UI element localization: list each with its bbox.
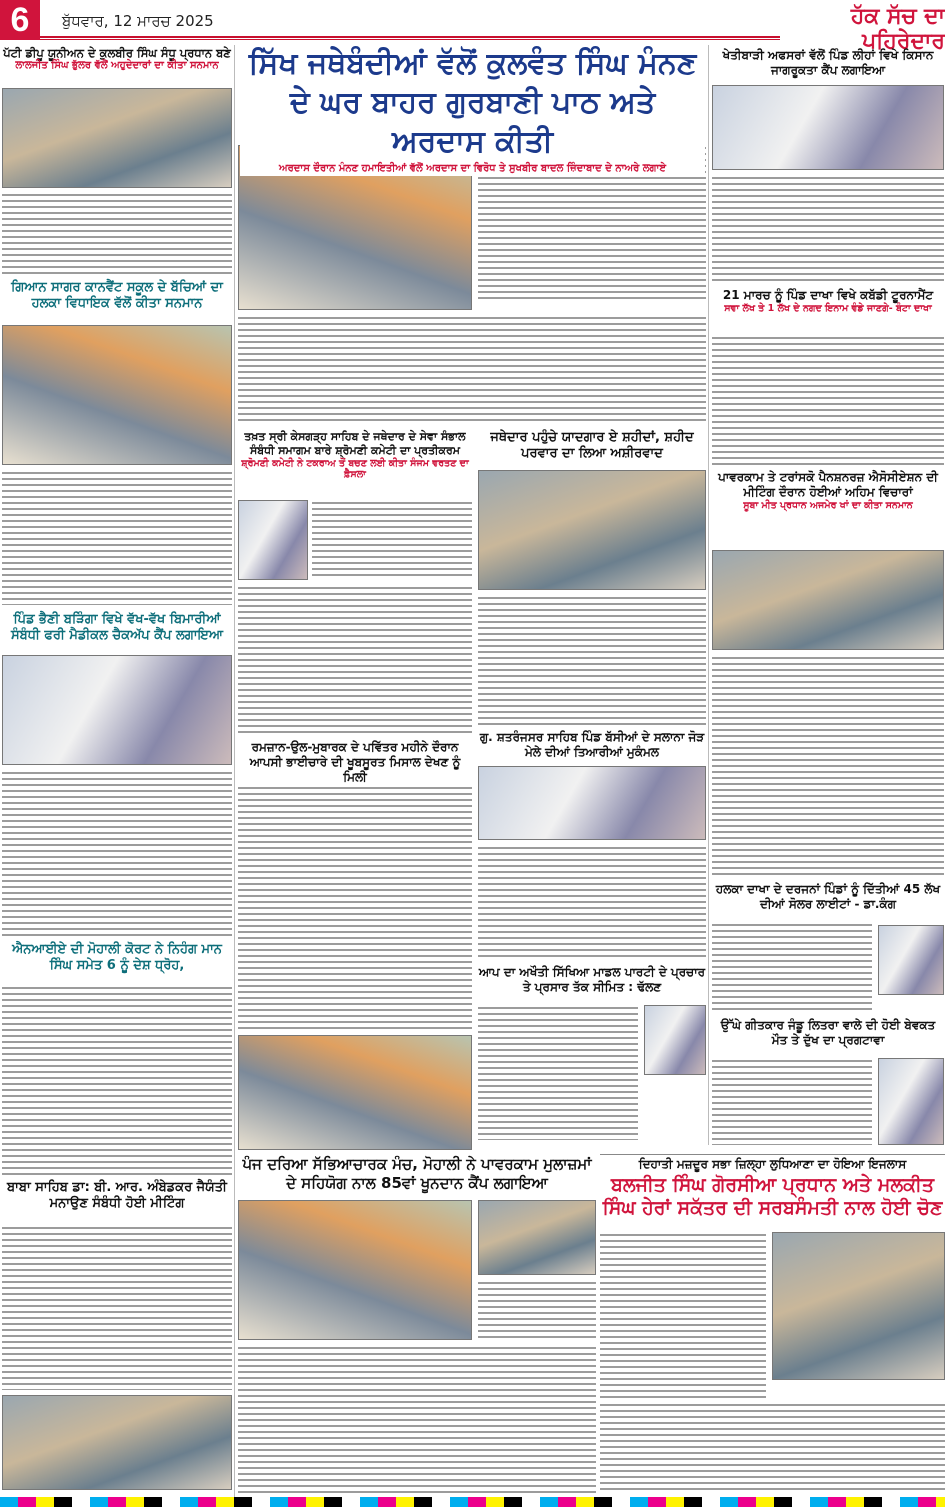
headline: 21 ਮਾਰਚ ਨੂੰ ਪਿੰਡ ਦਾਖਾ ਵਿਖੇ ਕਬੱਡੀ ਟੂਰਨਾਮੈਂਟ xyxy=(722,288,934,302)
masthead-rule xyxy=(40,36,780,40)
portrait-photo xyxy=(878,1058,944,1145)
article-text xyxy=(478,1280,596,1340)
news-photo xyxy=(478,1200,596,1275)
headline: ਬਾਬਾ ਸਾਹਿਬ ਡਾ: ਬੀ. ਆਰ. ਅੰਬੇਡਕਰ ਜੈਯੰਤੀ ਮਨਾਉਣ ਸੰਬੰਧੀ ਹੋਈ ਮੀਟਿੰਗ xyxy=(7,1180,227,1212)
news-photo xyxy=(478,766,706,840)
article-text xyxy=(712,175,944,285)
portrait-photo xyxy=(238,500,308,580)
news-photo xyxy=(712,85,944,170)
news-photo xyxy=(712,550,944,650)
article-text xyxy=(712,1058,872,1145)
headline: ਬਲਜੀਤ ਸਿੰਘ ਗੋਰਸੀਆ ਪ੍ਰਧਾਨ ਅਤੇ ਮਲਕੀਤ ਸਿੰਘ ਹੇਰਾਂ ਸਕੱਤਰ ਦੀ ਸਰਬਸੰਮਤੀ ਨਾਲ ਹੋਈ ਚੋਣ xyxy=(602,1174,943,1219)
article-text xyxy=(2,1225,232,1390)
article-text xyxy=(312,500,472,580)
headline: ਪਾਵਰਕਾਮ ਤੇ ਟਰਾਂਸਕੋ ਪੈਨਸ਼ਨਰਜ਼ ਐਸੋਸੀਏਸ਼ਨ ਦੀ ਮੀਟਿੰਗ ਦੌਰਾਨ ਹੋਈਆਂ ਅਹਿਮ ਵਿਚਾਰਾਂ xyxy=(718,470,938,499)
headline: ਹਲਕਾ ਦਾਖਾ ਦੇ ਦਰਜਨਾਂ ਪਿੰਡਾਂ ਨੂੰ ਦਿੱਤੀਆਂ 45 ਲੱਖ ਦੀਆਂ ਸੋਲਰ ਲਾਈਟਾਂ - ਡਾ.ਕੰਗ xyxy=(715,882,941,911)
headline: ਤਖ਼ਤ ਸ੍ਰੀ ਕੇਸਗੜ੍ਹ ਸਾਹਿਬ ਦੇ ਜਥੇਦਾਰ ਦੇ ਸੇਵਾ ਸੰਭਾਲ ਸੰਬੰਧੀ ਸਮਾਗਮ ਬਾਰੇ ਸ਼੍ਰੋਮਣੀ ਕਮੇਟੀ ਦਾ ਪ੍ਰਤੀਕਰਮ xyxy=(244,430,466,457)
column-divider xyxy=(234,45,235,1500)
portrait-photo xyxy=(878,925,944,995)
page-number: 6 xyxy=(0,0,40,40)
lead-headline: ਸਿੱਖ ਜਥੇਬੰਦੀਆਂ ਵੱਲੋਂ ਕੁਲਵੰਤ ਸਿੰਘ ਮੰਨਣ ਦੇ ਘਰ ਬਾਹਰ ਗੁਰਬਾਣੀ ਪਾਠ ਅਤੇ ਅਰਦਾਸ ਕੀਤੀ xyxy=(248,46,697,159)
news-photo xyxy=(772,1232,945,1380)
headline-group xyxy=(238,430,472,481)
article-text xyxy=(478,845,706,960)
portrait-photo xyxy=(644,1005,706,1075)
headline-group xyxy=(712,288,944,315)
headline: ਪਿੰਡ ਭੈਣੀ ਬੜਿੰਗਾ ਵਿਖੇ ਵੱਖ-ਵੱਖ ਬਿਮਾਰੀਆਂ ਸੰਬੰਧੀ ਫਰੀ ਮੈਡੀਕਲ ਚੈਕਅੱਪ ਕੈਂਪ ਲਗਾਇਆ xyxy=(11,612,223,644)
headline: ਪੰਜ ਦਰਿਆ ਸੱਭਿਆਚਾਰਕ ਮੰਚ, ਮੋਹਾਲੀ ਨੇ ਪਾਵਰਕਾਮ ਮੁਲਾਜ਼ਮਾਂ ਦੇ ਸਹਿਯੋਗ ਨਾਲ 85ਵਾਂ ਖੂਨਦਾਨ ਕੈਂਪ ਲਗਾਇਆ xyxy=(242,1155,592,1192)
subheadline: ਸਵਾ ਲੱਖ ਤੇ 1 ਲੱਖ ਦੇ ਨਗਦ ਇਨਾਮ ਵੰਡੇ ਜਾਣਗੇ- ਬੰਟਾ ਦਾਖਾ xyxy=(724,303,932,314)
lead-headline-group xyxy=(240,44,705,176)
issue-date: ਬੁੱਧਵਾਰ, 12 ਮਾਰਚ 2025 xyxy=(62,12,214,30)
article-text xyxy=(238,585,472,735)
lead-subheadline: ਅਰਦਾਸ ਦੌਰਾਨ ਮੰਨਣ ਹਮਾਇਤੀਆਂ ਵੱਲੋਂ ਅਰਦਾਸ ਦਾ ਵਿਰੋਧ ਤੇ ਸੁਖਬੀਰ ਬਾਦਲ ਜ਼ਿੰਦਾਬਾਦ ਦੇ ਨਾਅਰੇ ਲਗਾਏ xyxy=(279,163,666,174)
headline: ਐਨਆਈਏ ਦੀ ਮੋਹਾਲੀ ਕੋਰਟ ਨੇ ਨਿਹੰਗ ਮਾਨ ਸਿੰਘ ਸਮੇਤ 6 ਨੂੰ ਦੇਸ਼ ਧ੍ਰੋਹ, xyxy=(12,942,222,974)
news-photo xyxy=(2,1395,232,1490)
headline: ਖੇਤੀਬਾੜੀ ਅਫਸਰਾਂ ਵੱਲੋਂ ਪਿੰਡ ਲੀਹਾਂ ਵਿਖੇ ਕਿਸਾਨ ਜਾਗਰੂਕਤਾ ਕੈਂਪ ਲਗਾਇਆ xyxy=(722,48,934,77)
headline-group xyxy=(600,1154,945,1220)
kicker-headline: ਦਿਹਾਤੀ ਮਜ਼ਦੂਰ ਸਭਾ ਜ਼ਿਲ੍ਹਾ ਲੁਧਿਆਣਾ ਦਾ ਹੋਇਆ ਇਜਲਾਸ xyxy=(600,1154,945,1172)
article-text xyxy=(2,470,232,605)
headline: ਜਥੇਦਾਰ ਪਹੁੰਚੇ ਯਾਦਗਾਰ ਏ ਸ਼ਹੀਦਾਂ, ਸ਼ਹੀਦ ਪਰਵਾਰ ਦਾ ਲਿਆ ਅਸ਼ੀਰਵਾਦ xyxy=(490,430,694,462)
article-text xyxy=(478,595,706,725)
newspaper-logo: ਹੱਕ ਸੱਚ ਦਾ ਪਹਿਰੇਦਾਰ xyxy=(850,4,945,54)
headline: ਗਿਆਨ ਸਾਗਰ ਕਾਨਵੈਂਟ ਸਕੂਲ ਦੇ ਬੱਚਿਆਂ ਦਾ ਹਲਕਾ ਵਿਧਾਇਕ ਵੱਲੋਂ ਕੀਤਾ ਸਨਮਾਨ xyxy=(11,280,223,312)
news-photo xyxy=(2,655,232,765)
subheadline: ਲਾਲਜੀਤ ਸਿੰਘ ਭੁੱਲਰ ਵੱਲੋਂ ਅਹੁਦੇਦਾਰਾਂ ਦਾ ਕੀਤਾ ਸਨਮਾਨ xyxy=(15,60,219,72)
article-text xyxy=(238,315,706,425)
article-text xyxy=(478,1005,638,1140)
headline-group xyxy=(712,470,944,512)
headline: ਉੱਘੇ ਗੀਤਕਾਰ ਜੰਡੂ ਲਿਤਰਾ ਵਾਲੇ ਦੀ ਹੋਈ ਬੇਵਕਤ ਮੌਤ ਤੇ ਦੁੱਖ ਦਾ ਪ੍ਰਗਟਾਵਾ xyxy=(720,1018,936,1047)
news-photo xyxy=(238,1035,472,1150)
article-text xyxy=(600,1232,766,1398)
article-text xyxy=(712,335,944,467)
article-text xyxy=(712,655,944,877)
article-text xyxy=(2,192,232,274)
subheadline: ਸੂਬਾ ਮੀਤ ਪ੍ਰਧਾਨ ਅਜਮੇਰ ਖਾਂ ਦਾ ਕੀਤਾ ਸਨਮਾਨ xyxy=(743,500,913,511)
column-divider xyxy=(708,45,709,1145)
news-photo xyxy=(238,1200,472,1340)
article-text xyxy=(238,785,472,1030)
article-text xyxy=(712,922,872,1014)
news-photo xyxy=(478,470,706,590)
headline: ਪੱਟੀ ਡੀਪੂ ਯੂਨੀਅਨ ਦੇ ਕੁਲਬੀਰ ਸਿੰਘ ਸੰਧੂ ਪ੍ਰਧਾਨ ਬਣੇ xyxy=(3,46,231,60)
article-text xyxy=(600,1402,945,1494)
article-text xyxy=(2,770,232,940)
subheadline: ਸ਼੍ਰੋਮਣੀ ਕਮੇਟੀ ਨੇ ਟਕਰਾਅ ਤੋਂ ਬਚਣ ਲਈ ਕੀਤਾ ਸੰਜਮ ਵਰਤਣ ਦਾ ਫ਼ੈਸਲਾ xyxy=(241,457,469,481)
headline-group xyxy=(2,46,232,73)
article-text xyxy=(238,1345,596,1495)
headline: ਆਪ ਦਾ ਅਖੌਤੀ ਸਿੱਖਿਆ ਮਾਡਲ ਪਾਰਟੀ ਦੇ ਪ੍ਰਚਾਰ ਤੇ ਪ੍ਰਸਾਰ ਤੱਕ ਸੀਮਿਤ : ਢੱਲਣ xyxy=(478,965,706,994)
print-color-bar xyxy=(0,1497,945,1507)
headline: ਰਮਜ਼ਾਨ-ਉਲ-ਮੁਬਾਰਕ ਦੇ ਪਵਿੱਤਰ ਮਹੀਨੇ ਦੌਰਾਨ ਆਪਸੀ ਭਾਈਚਾਰੇ ਦੀ ਖੂਬਸੂਰਤ ਮਿਸਾਲ ਦੇਖਣ ਨੂੰ ਮਿਲੀ xyxy=(249,740,461,784)
news-photo xyxy=(2,88,232,188)
headline: ਗੁ. ਸ਼ਤਰੰਜਸਰ ਸਾਹਿਬ ਪਿੰਡ ਬੱਸੀਆਂ ਦੇ ਸਲਾਨਾ ਜੋੜ ਮੇਲੇ ਦੀਆਂ ਤਿਆਰੀਆਂ ਮੁਕੰਮਲ xyxy=(479,730,705,759)
news-photo xyxy=(2,325,232,465)
article-text xyxy=(2,985,232,1175)
